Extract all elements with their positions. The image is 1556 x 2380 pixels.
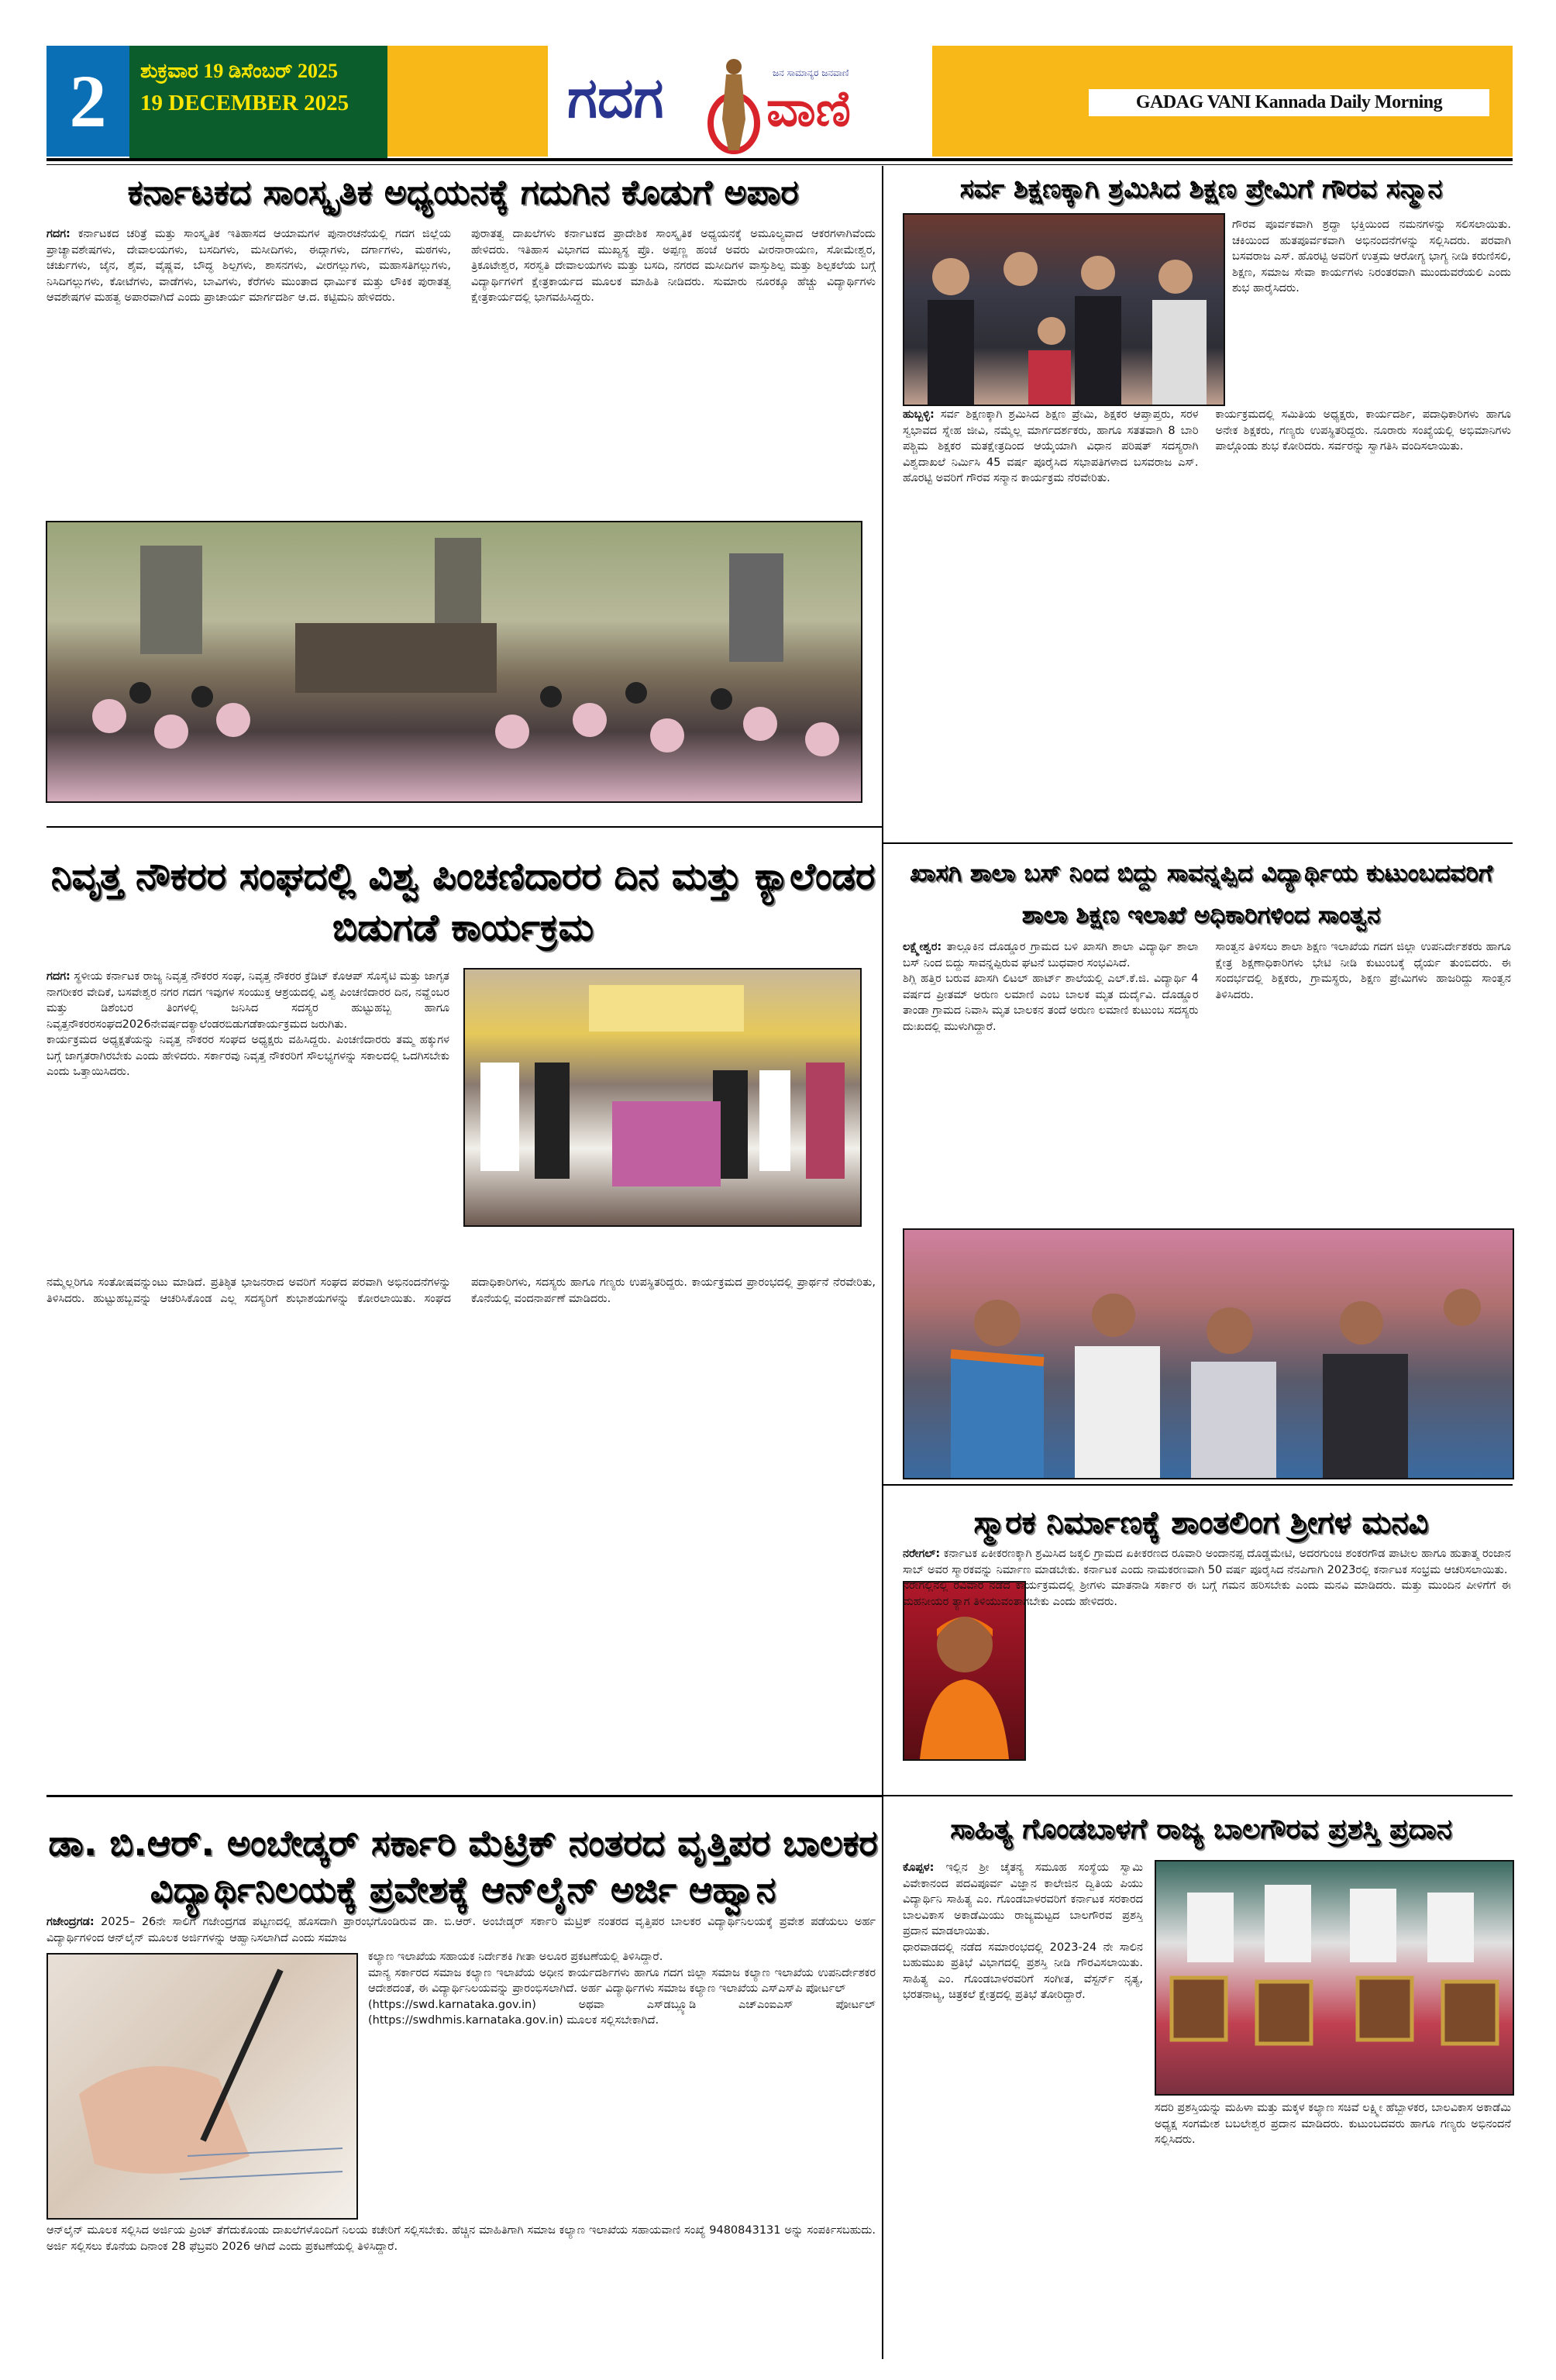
dateline: ನರೇಗಲ್: [903,1548,941,1560]
article-body-continued: ಸದರಿ ಪ್ರಶಸ್ತಿಯನ್ನು ಮಹಿಳಾ ಮತ್ತು ಮಕ್ಕಳ ಕಲ್ಯಾಣ ಸಚಿವೆ ಲಕ್ಷ್ಮೀ ಹೆಬ್ಬಾಳಕರ, ಬಾಲವಿಕಾಸ ಅಕಾಡೆಮಿ ಅಧ್ಯಕ್ಷ ಸಂಗಮೇಶ ಬಬಲೇಶ್ವರ ಪ್ರದಾನ ಮಾಡಿದರು. ಕುಟುಂಬದವರು ಹಾಗೂ ಗಣ್ಯರು ಅಭಿನಂದನೆ ಸಲ್ಲಿಸಿದರು. [1155,2102,1511,2146]
date-kannada: ಶುಕ್ರವಾರ 19 ಡಿಸೆಂಬರ್ 2025 [140,60,338,82]
article-body: ಕಲ್ಯಾಣ ಇಲಾಖೆಯ ಸಹಾಯಕ ನಿರ್ದೇಶಕಿ ಗೀತಾ ಅಲೂರ ಪ್ರಕಟಣೆಯಲ್ಲಿ ತಿಳಿಸಿದ್ದಾರೆ. ಮಾನ್ಯ ಸರ್ಕಾರದ ಸಮಾಜ ಕಲ್ಯಾಣ ಇಲಾಖೆಯ ಅಧೀನ ಕಾರ್ಯದರ್ಶಿಗಳು ಹಾಗೂ ಗದಗ ಜಿಲ್ಲಾ ಸಮಾಜ ಕಲ್ಯಾಣ ಇಲಾಖೆಯ ಉಪನಿರ್ದೇಶಕರ ಆದೇಶದಂತೆ, ಈ ವಿದ್ಯಾರ್ಥಿನಿಲಯವನ್ನು ಪ್ರಾರಂಭಿಸಲಾಗಿದೆ. ಅರ್ಹ ವಿದ್ಯಾರ್ಥಿಗಳು ಸಮಾಜ ಕಲ್ಯಾಣ ಇಲಾಖೆಯ ಎಸ್‌ಎಸ್‌ಪಿ ಪೋರ್ಟಲ್ (https://swd.karnataka.gov.in) ಅಥವಾ ಎಸ್‌ಡಬ್ಲ್ಯೂಡಿ ಎಚ್‌ಎಂಐಎಸ್ ಪೋರ್ಟಲ್ (https://swdhmis.karnataka.gov.in) ಮೂಲಕ ಸಲ್ಲಿಸಬೇಕಾಗಿದೆ. [368,1949,876,2216]
photo-scene [1156,1862,1513,2094]
section-divider [883,1795,1513,1796]
article-headline: ನಿವೃತ್ತ ನೌಕರರ ಸಂಘದಲ್ಲಿ ವಿಶ್ವ ಪಿಂಚಣಿದಾರರ ದಿನ ಮತ್ತು ಕ್ಯಾಲೆಂಡರ ಬಿಡುಗಡೆ ಕಾರ್ಯಕ್ರಮ [50,855,876,949]
article-body: ನರೇಗಲ್: ಕರ್ನಾಟಕ ಏಕೀಕರಣಕ್ಕಾಗಿ ಶ್ರಮಿಸಿದ ಜಕ್ಕಲಿ ಗ್ರಾಮದ ಏಕೀಕರಣದ ರೂವಾರಿ ಅಂದಾನಪ್ಪ ದೊಡ್ಡಮೇಟಿ, ಅದರಗುಂಚಿ ಶಂಕರಗೌಡ ಪಾಟೀಲ ಹಾಗೂ ಹುತಾತ್ಮ ರಂಜಾನ ಸಾಬ್ ಅವರ ಸ್ಮಾರಕವನ್ನು ನಿರ್ಮಾಣ ಮಾಡಬೇಕು. ಕರ್ನಾಟಕ ಎಂದು ನಾಮಕರಣವಾಗಿ 50 ವರ್ಷ ಪೂರೈಸಿದ ನೆನಪಿಗಾಗಿ 2023ರಲ್ಲಿ ಕರ್ನಾಟಕ ಸಂಭ್ರಮ ಆಚರಿಸಲಾಯಿತು. ನರೇಗಲ್ಲಿನಲ್ಲಿ ರವಿವಾರ ನಡೆದ ಕಾರ್ಯಕ್ರಮದಲ್ಲಿ ಶ್ರೀಗಳು ಮಾತನಾಡಿ ಸರ್ಕಾರ ಈ ಬಗ್ಗೆ ಗಮನ ಹರಿಸಬೇಕು ಎಂದು ಮನವಿ ಮಾಡಿದರು. ಮತ್ತು ಮುಂದಿನ ಪೀಳಿಗೆಗೆ ಈ ಮಹನೀಯರ ತ್ಯಾಗ ತಿಳಿಯುವಂತಾಗಬೇಕು ಎಂದು ಹೇಳಿದರು. [903,1548,1511,1608]
logo-tagline: ಜನ ಸಾಮಾನ್ಯರ ಜನವಾಣಿ [773,67,849,78]
article-photo-writing-hand [46,1953,358,2220]
dateline: ಗದಗ: [46,228,71,240]
article-headline: ಸಾಹಿತ್ಯ ಗೊಂಡಬಾಳಗೆ ರಾಜ್ಯ ಬಾಲಗೌರವ ಪ್ರಶಸ್ತಿ ಪ್ರದಾನ [950,1813,1452,1845]
article-body: ಗದಗ: ಕರ್ನಾಟಕದ ಚರಿತ್ರೆ ಮತ್ತು ಸಾಂಸ್ಕೃತಿಕ ಇತಿಹಾಸದ ಆಯಾಮಗಳ ಪುನಾರಚನೆಯಲ್ಲಿ ಗದಗ ಜಿಲ್ಲೆಯ ಪ್ರಾಚ್ಯಾವಶೇಷಗಳು, ದೇವಾಲಯಗಳು, ಬಸದಿಗಳು, ಮಸೀದಿಗಳು, ಈದ್ಗಾಗಳು, ದರ್ಗಾಗಳು, ಮಠಗಳು, ಚರ್ಚುಗಳು, ಜೈನ, ಶೈವ, ವೈಷ್ಣವ, ಬೌದ್ಧ ಶಿಲ್ಪಗಳು, ಶಾಸನಗಳು, ವೀರಗಲ್ಲುಗಳು, ಮಹಾಸತಿಗಲ್ಲುಗಳು, ನಿಸಿದಿಗಲ್ಲುಗಳು, ಕೋಟೆಗಳು, ವಾಡೆಗಳು, ಬಾವಿಗಳು, ಕೆರೆಗಳು ಮುಂತಾದ ಧಾರ್ಮಿಕ ಮತ್ತು ಲೌಕಿಕ ಪುರಾತತ್ವ ಆವಶೇಷಗಳ ಮಹತ್ವ ಅಪಾರವಾಗಿದೆ ಎಂದು ಪ್ರಾಚಾರ್ಯ ಮಾರ್ಗದರ್ಶಿ ಆ.ದ. ಕಟ್ಟಿಮನಿ ಹೇಳಿದರು. ಪುರಾತತ್ವ ದಾಖಲೆಗಳು ಕರ್ನಾಟಕದ ಪ್ರಾದೇಶಿಕ ಸಾಂಸ್ಕೃತಿಕ ಅಧ್ಯಯನಕ್ಕೆ ಅಮೂಲ್ಯವಾದ ಆಕರಗಳಾಗಿವೆಂದು ಹೇಳಿದರು. ಇತಿಹಾಸ ವಿಭಾಗದ ಮುಖ್ಯಸ್ಥ ಪ್ರೊ. ಅಪ್ಪಣ್ಣ ಹಂಜೆ ಅವರು ವೀರನಾರಾಯಣ, ಸೋಮೇಶ್ವರ, ತ್ರಿಕೂಟೇಶ್ವರ, ಸರಸ್ವತಿ ದೇವಾಲಯಗಳು ಮತ್ತು ಬಸದಿ, ನಗರದ ಮಸೀದಿಗಳ ವಾಸ್ತುಶಿಲ್ಪ ಮತ್ತು ಶಿಲ್ಪಕಲೆಯ ಬಗ್ಗೆ ವಿದ್ಯಾರ್ಥಿಗಳಿಗೆ ಕ್ಷೇತ್ರಕಾರ್ಯದ ಮೂಲಕ ಮಾಹಿತಿ ನೀಡಿದರು. ಸುಮಾರು ನೂರಕ್ಕೂ ಹೆಚ್ಚು ವಿದ್ಯಾರ್ಥಿಗಳು ಕ್ಷೇತ್ರಕಾರ್ಯದಲ್ಲಿ ಭಾಗವಹಿಸಿದ್ದರು. [46,228,876,304]
logo-text-right: ವಾಣಿ [766,81,851,138]
article-photo-felicitation [903,213,1225,406]
section-divider [883,842,1513,844]
article-body: ಗದಗ: ಸ್ಥಳೀಯ ಕರ್ನಾಟಕ ರಾಜ್ಯ ನಿವೃತ್ತ ನೌಕರರ ಸಂಘ, ನಿವೃತ್ತ ನೌಕರರ ಕ್ರೆಡಿಟ್ ಕೊಆಪ್ ಸೊಸೈಟಿ ಮತ್ತು ಜಾಗೃತ ನಾಗರೀಕರ ವೇದಿಕೆ, ಬಸವೇಶ್ವರ ನಗರ ಗದಗ ಇವುಗಳ ಸಂಯುಕ್ತ ಆಶ್ರಯದಲ್ಲಿ ವಿಶ್ವ ಪಿಂಚಣಿದಾರರ ದಿನ, ನವ್ಹೆಂಬರ ಮತ್ತು ಡಿಶೆಂಬರ ತಿಂಗಳಲ್ಲಿ ಜನಿಸಿದ ಸದಸ್ಯರ ಹುಟ್ಟುಹಬ್ಬ ಹಾಗೂ ನಿವೃತ್ತನೌಕರರಸಂಘದ2026ನೇವರ್ಷದಕ್ಯಾಲೆಂಡರಬಿಡುಗಡೆಕಾರ್ಯಕ್ರಮದ ಜರುಗಿತು. ಕಾರ್ಯಕ್ರಮದ ಅಧ್ಯಕ್ಷತೆಯನ್ನು ನಿವೃತ್ತ ನೌಕರರ ಸಂಘದ ಅಧ್ಯಕ್ಷರು ವಹಿಸಿದ್ದರು. ಪಿಂಚಣಿದಾರರು ತಮ್ಮ ಹಕ್ಕುಗಳ ಬಗ್ಗೆ ಜಾಗೃತರಾಗಿರಬೇಕು ಎಂದು ಹೇಳಿದರು. ಸರ್ಕಾರವು ನಿವೃತ್ತ ನೌಕರರಿಗೆ ಸೌಲಭ್ಯಗಳನ್ನು ಸಕಾಲದಲ್ಲಿ ಒದಗಿಸಬೇಕು ಎಂದು ಒತ್ತಾಯಿಸಿದರು. [46,970,449,1078]
dateline: ಗದಗ: [46,970,71,983]
article-body-left-continued [903,2108,1143,2356]
date-english: 19 DECEMBER 2025 [140,91,349,115]
header-rule-thin [46,164,1513,165]
article-photo-students-field-visit [46,521,862,803]
article-headline: ಖಾಸಗಿ ಶಾಲಾ ಬಸ್ ನಿಂದ ಬಿದ್ದು ಸಾವನ್ನಪ್ಪಿದ ವಿದ್ಯಾರ್ಥಿಯ ಕುಟುಂಬದವರಿಗೆ ಶಾಲಾ ಶಿಕ್ಷಣ ಇಲಾಖೆ ಅಧಿಕಾರಿಗಳಿಂದ ಸಾಂತ್ವನ [910,859,1492,929]
header-yellow-band [387,46,548,157]
dateline: ಕೊಪ್ಪಳ: [903,1862,935,1874]
article-photo-award-ceremony [1155,1860,1514,2096]
article-body: ಕೊಪ್ಪಳ: ಇಲ್ಲಿನ ಶ್ರೀ ಚೈತನ್ಯ ಸಮೂಹ ಸಂಸ್ಥೆಯ ಸ್ವಾಮಿ ವಿವೇಕಾನಂದ ಪದವಿಪೂರ್ವ ವಿಜ್ಞಾನ ಕಾಲೇಜಿನ ದ್ವಿತಿಯ ಪಿಯು ವಿದ್ಯಾರ್ಥಿನಿ ಸಾಹಿತ್ಯ ಎಂ. ಗೊಂಡಬಾಳರವರಿಗೆ ಕರ್ನಾಟಕ ಸರಕಾರದ ಬಾಲವಿಕಾಸ ಅಕಾಡೆಮಿಯು ರಾಜ್ಯಮಟ್ಟದ ಬಾಲಗೌರವ ಪ್ರಶಸ್ತಿ ಪ್ರದಾನ ಮಾಡಲಾಯಿತು. ಧಾರವಾಡದಲ್ಲಿ ನಡೆದ ಸಮಾರಂಭದಲ್ಲಿ 2023-24 ನೇ ಸಾಲಿನ ಬಹುಮುಖ ಪ್ರತಿಭೆ ವಿಭಾಗದಲ್ಲಿ ಪ್ರಶಸ್ತಿ ನೀಡಿ ಗೌರವಿಸಲಾಯಿತು. ಸಾಹಿತ್ಯ ಎಂ. ಗೊಂಡಬಾಳರವರಿಗೆ ಸಂಗೀತ, ವೆಸ್ಟರ್ನ್ ನೃತ್ಯ, ಭರತನಾಟ್ಯ, ಚಿತ್ರಕಲೆ ಕ್ಷೇತ್ರದಲ್ಲಿ ಪ್ರತಿಭೆ ತೋರಿದ್ದಾರೆ. [903,1862,1143,2001]
pen-writing-icon [48,1955,356,2218]
date-block [129,46,387,160]
article-lead: ಗಜೇಂದ್ರಗಡ: 2025– 26ನೇ ಸಾಲಿಗೆ ಗಜೇಂದ್ರಗಡ ಪಟ್ಟಣದಲ್ಲಿ ಹೊಸದಾಗಿ ಪ್ರಾರಂಭಗೊಂಡಿರುವ ಡಾ. ಬಿ.ಆರ್. ಅಂಬೇಡ್ಕರ್ ಸರ್ಕಾರಿ ಮೆಟ್ರಿಕ್ ನಂತರದ ವೃತ್ತಿಪರ ಬಾಲಕರ ವಿದ್ಯಾರ್ಥಿನಿಲಯಕ್ಕೆ ಪ್ರವೇಶ ಪಡೆಯಲು ಅರ್ಹ ವಿದ್ಯಾರ್ಥಿಗಳಿಂದ ಆನ್‌ಲೈನ್ ಮೂಲಕ ಅರ್ಜಿಗಳನ್ನು ಆಹ್ವಾನಿಸಲಾಗಿದೆ ಎಂದು ಸಮಾಜ [46,1916,876,1944]
page-number: 2 [46,46,129,157]
photo-scene [904,215,1224,405]
masthead-logo [548,46,932,157]
header-rule [46,158,1513,161]
logo-text-left: ಗದಗ [567,65,664,130]
dateline: ಲಕ್ಷ್ಮೇಶ್ವರ: [903,941,942,953]
article-body-continued: ನಮ್ಮೆಲ್ಲರಿಗೂ ಸಂತೋಷವನ್ನುಂಟು ಮಾಡಿದೆ. ಪ್ರತಿಶ್ಠಿತ ಭಾಜನರಾದ ಅವರಿಗೆ ಸಂಘದ ಪರವಾಗಿ ಅಭಿನಂದನೆಗಳನ್ನು ತಿಳಿಸಿದರು. ಹುಟ್ಟುಹಬ್ಬವನ್ನು ಆಚರಿಸಿಕೊಂಡ ಎಲ್ಲ ಸದಸ್ಯರಿಗೆ ಶುಭಾಶಯಗಳನ್ನು ಕೋರಲಾಯಿತು. ಸಂಘದ ಪದಾಧಿಕಾರಿಗಳು, ಸದಸ್ಯರು ಹಾಗೂ ಗಣ್ಯರು ಉಪಸ್ಥಿತರಿದ್ದರು. ಕಾರ್ಯಕ್ರಮದ ಪ್ರಾರಂಭದಲ್ಲಿ ಪ್ರಾರ್ಥನೆ ನೆರವೇರಿತು, ಕೊನೆಯಲ್ಲಿ ವಂದನಾರ್ಪಣೆ ಮಾಡಿದರು. [46,1276,876,1305]
article-headline: ಸ್ಮಾರಕ ನಿರ್ಮಾಣಕ್ಕೆ ಶಾಂತಲಿಂಗ ಶ್ರೀಗಳ ಮನವಿ [973,1505,1429,1541]
section-divider [883,1484,1513,1486]
section-divider [46,1795,882,1797]
article-side-text: ಗೌರವ ಪೂರ್ವಕವಾಗಿ ಶ್ರದ್ಧಾ ಭಕ್ತಿಯಿಂದ ನಮನಗಳನ್ನು ಸಲಿಸಲಾಯಿತು. ಚಕಿಯಿಂದ ಹುತಪೂರ್ವಕವಾಗಿ ಅಭಿನಂದನೆಗಳನ್ನು ಸಲ್ಲಿಸಿದರು. ಪರವಾಗಿ ಬಸವರಾಜ ಎಸ್. ಹೊರಟ್ಟಿ ಅವರಿಗೆ ಉತ್ತಮ ಆರೋಗ್ಯ ಭಾಗ್ಯ ನೀಡಿ ಕರುಣಿಸಲಿ, ಶಿಕ್ಷಣ, ಸಮಾಜ ಸೇವಾ ಕಾರ್ಯಗಳು ನಿರಂತರವಾಗಿ ಮುಂದುವರೆಯಲಿ ಎಂದು ಶುಭ ಹಾರೈಸಿದರು. [1232,219,1511,294]
article-photo-calendar-release [463,968,862,1227]
paper-tagline: GADAG VANI Kannada Daily Morning [1089,89,1489,116]
statue-icon [699,50,769,154]
photo-scene [47,522,861,801]
article-headline: ಸರ್ವ ಶಿಕ್ಷಣಕ್ಕಾಗಿ ಶ್ರಮಿಸಿದ ಶಿಕ್ಷಣ ಪ್ರೇಮಿಗೆ ಗೌರವ ಸನ್ಮಾನ [959,174,1443,205]
article-body: ಲಕ್ಷ್ಮೇಶ್ವರ: ತಾಲ್ಲೂಕಿನ ದೊಡ್ಡೂರ ಗ್ರಾಮದ ಬಳಿ ಖಾಸಗಿ ಶಾಲಾ ವಿದ್ಯಾರ್ಥಿ ಶಾಲಾ ಬಸ್ ನಿಂದ ಬಿದ್ದು ಸಾವನ್ನಪ್ಪಿರುವ ಘಟನೆ ಬುಧವಾರ ಸಂಭವಿಸಿದೆ. ಶಿಗ್ಲಿ ಹತ್ತಿರ ಬರುವ ಖಾಸಗಿ ಲಿಟಲ್ ಹಾರ್ಟ್ ಶಾಲೆಯಲ್ಲಿ ಎಲ್.ಕೆ.ಜಿ. ವಿದ್ಯಾರ್ಥಿ 4 ವರ್ಷದ ಪ್ರೀತಮ್ ಅರುಣ ಲಮಾಣಿ ಎಂಬ ಬಾಲಕ ಮೃತ ದುರ್ದೈವಿ. ದೊಡ್ಡೂರ ತಾಂಡಾ ಗ್ರಾಮದ ನಿವಾಸಿ ಮೃತ ಬಾಲಕನ ತಂದೆ ಅರುಣ ಲಮಾಣಿ ಕುಟುಂಬ ಸದಸ್ಯರು ದುಃಖದಲ್ಲಿ ಮುಳುಗಿದ್ದಾರೆ. ಸಾಂತ್ವನ ತಿಳಿಸಲು ಶಾಲಾ ಶಿಕ್ಷಣ ಇಲಾಖೆಯ ಗದಗ ಜಿಲ್ಲಾ ಉಪನಿರ್ದೇಶಕರು ಹಾಗೂ ಕ್ಷೇತ್ರ ಶಿಕ್ಷಣಾಧಿಕಾರಿಗಳು ಭೇಟಿ ನೀಡಿ ಕುಟುಂಬಕ್ಕೆ ಧೈರ್ಯ ತುಂಬಿದರು. ಈ ಸಂದರ್ಭದಲ್ಲಿ ಶಿಕ್ಷಕರು, ಗ್ರಾಮಸ್ಥರು, ಶಿಕ್ಷಣ ಪ್ರೇಮಿಗಳು ಹಾಜರಿದ್ದು ಸಾಂತ್ವನ ತಿಳಿಸಿದರು. [903,941,1511,1033]
article-photo-condolence-visit [903,1228,1514,1479]
section-divider [46,826,882,828]
photo-scene [465,970,860,1225]
column-divider [882,166,883,2359]
article-headline: ಡಾ. ಬಿ.ಆರ್. ಅಂಬೇಡ್ಕರ್ ಸರ್ಕಾರಿ ಮೆಟ್ರಿಕ್ ನಂತರದ ವೃತ್ತಿಪರ ಬಾಲಕರ ವಿದ್ಯಾರ್ಥಿನಿಲಯಕ್ಕೆ ಪ್ರವೇಶಕ್ಕೆ ಆನ್‌ಲೈನ್ ಅರ್ಜಿ ಆಹ್ವಾನ [48,1822,878,1910]
portal-links: (https://swd.karnataka.gov.in) ಅಥವಾ ಎಸ್‌ಡಬ್ಲ್ಯೂಡಿ ಎಚ್‌ಎಂಐಎಸ್ ಪೋರ್ಟಲ್ (https://swdhmis.karnataka.gov.in) ಮೂಲಕ ಸಲ್ಲಿಸಬೇಕಾಗಿದೆ. [368,1998,876,2027]
dateline: ಹುಬ್ಬಳ್ಳಿ: [903,408,935,421]
article-body: ಹುಬ್ಬಳ್ಳಿ: ಸರ್ವ ಶಿಕ್ಷಣಕ್ಕಾಗಿ ಶ್ರಮಿಸಿದ ಶಿಕ್ಷಣ ಪ್ರೇಮಿ, ಶಿಕ್ಷಕರ ಆಪ್ತಾಪ್ತರು, ಸರಳ ಸ್ವಭಾವದ ಸ್ನೇಹ ಜೀವಿ, ನಮ್ಮೆಲ್ಲ ಮಾರ್ಗದರ್ಶಕರು, ಹಾಗೂ ಸತತವಾಗಿ 8 ಬಾರಿ ಪಶ್ಚಿಮ ಶಿಕ್ಷಕರ ಮತಕ್ಷೇತ್ರದಿಂದ ಆಯ್ಕೆಯಾಗಿ ವಿಧಾನ ಪರಿಷತ್ ಸದಸ್ಯರಾಗಿ ವಿಶ್ವದಾಖಲೆ ನಿರ್ಮಿಸಿ 45 ವರ್ಷ ಪೂರೈಸಿದ ಸಭಾಪತಿಗಳಾದ ಬಸವರಾಜ ಎಸ್. ಹೊರಟ್ಟಿ ಅವರಿಗೆ ಗೌರವ ಸನ್ಮಾನ ಕಾರ್ಯಕ್ರಮ ನೆರವೇರಿತು. ಕಾರ್ಯಕ್ರಮದಲ್ಲಿ ಸಮಿತಿಯ ಅಧ್ಯಕ್ಷರು, ಕಾರ್ಯದರ್ಶಿ, ಪದಾಧಿಕಾರಿಗಳು ಹಾಗೂ ಅನೇಕ ಶಿಕ್ಷಕರು, ಗಣ್ಯರು ಉಪಸ್ಥಿತರಿದ್ದರು. ನೂರಾರು ಸಂಖ್ಯೆಯಲ್ಲಿ ಅಭಿಮಾನಿಗಳು ಪಾಲ್ಗೊಂಡು ಶುಭ ಕೋರಿದರು. ಸರ್ವರನ್ನು ಸ್ವಾಗತಿಸಿ ವಂದಿಸಲಾಯಿತು. [903,408,1511,484]
article-headline: ಕರ್ನಾಟಕದ ಸಾಂಸ್ಕೃತಿಕ ಅಧ್ಯಯನಕ್ಕೆ ಗದುಗಿನ ಕೊಡುಗೆ ಅಪಾರ [127,173,799,212]
dateline: ಗಜೇಂದ್ರಗಡ: [46,1916,95,1928]
article-body-continued: ಆನ್‌ಲೈನ್ ಮೂಲಕ ಸಲ್ಲಿಸಿದ ಅರ್ಜಿಯ ಪ್ರಿಂಟ್ ತೆಗೆದುಕೊಂಡು ದಾಖಲೆಗಳೊಂದಿಗೆ ನಿಲಯ ಕಚೇರಿಗೆ ಸಲ್ಲಿಸಬೇಕು. ಹೆಚ್ಚಿನ ಮಾಹಿತಿಗಾಗಿ ಸಮಾಜ ಕಲ್ಯಾಣ ಇಲಾಖೆಯ ಸಹಾಯವಾಣಿ ಸಂಖ್ಯೆ 9480843131 ಅನ್ನು ಸಂಪರ್ಕಿಸಬಹುದು. ಅರ್ಜಿ ಸಲ್ಲಿಸಲು ಕೊನೆಯ ದಿನಾಂಕ 28 ಫೆಬ್ರವರಿ 2026 ಆಗಿದೆ ಎಂದು ಪ್ರಕಟಣೆಯಲ್ಲಿ ತಿಳಿಸಿದ್ದಾರೆ. [46,2224,876,2253]
photo-scene [904,1230,1513,1478]
